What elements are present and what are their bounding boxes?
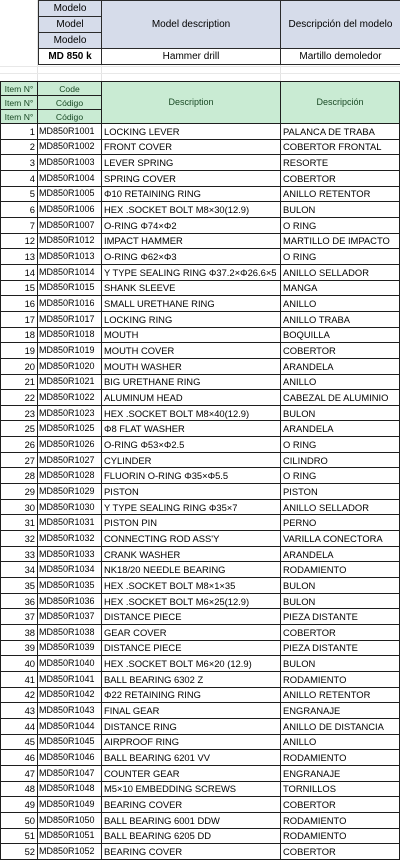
item-number: 4 (1, 170, 38, 186)
part-code: MD850R1044 (38, 718, 102, 734)
part-description-es: RODAMIENTO (281, 562, 400, 578)
part-description-es: VARILLA CONECTORA (281, 531, 400, 547)
part-description-es: COBERTOR FRONTAL (281, 139, 400, 155)
table-row (1, 578, 400, 594)
model-description-es: Martillo demoledor (281, 49, 400, 65)
part-description-es: ANILLO SELLADOR (281, 264, 400, 280)
item-number: 2 (1, 139, 38, 155)
table-row (1, 765, 400, 781)
part-description-es: RODAMIENTO (281, 671, 400, 687)
table-row (1, 343, 400, 359)
item-number: 16 (1, 296, 38, 312)
part-code: MD850R1003 (38, 155, 102, 171)
part-description-es: RODAMIENTO (281, 750, 400, 766)
part-description-en: MOUTH WASHER (102, 358, 281, 374)
part-description-en: Φ8 FLAT WASHER (102, 421, 281, 437)
table-row (1, 703, 400, 719)
table-row (1, 264, 400, 280)
part-code: MD850R1004 (38, 170, 102, 186)
item-number: 27 (1, 452, 38, 468)
table-row (1, 468, 400, 484)
item-number: 35 (1, 578, 38, 594)
part-code: MD850R1002 (38, 139, 102, 155)
item-number: 32 (1, 531, 38, 547)
table-row (1, 327, 400, 343)
item-number: 1 (1, 124, 38, 140)
item-number: 19 (1, 343, 38, 359)
description-header: Description (102, 82, 281, 124)
part-description-es: BULON (281, 656, 400, 672)
part-description-es: ENGRANAJE (281, 765, 400, 781)
part-code: MD850R1021 (38, 374, 102, 390)
part-description-en: LEVER SPRING (102, 155, 281, 171)
part-description-en: ALUMINUM HEAD (102, 390, 281, 406)
table-row (1, 202, 400, 218)
part-description-es: COBERTOR (281, 625, 400, 641)
part-code: MD850R1018 (38, 327, 102, 343)
part-description-es: ANILLO RETENTOR (281, 186, 400, 202)
item-number: 47 (1, 765, 38, 781)
part-code: MD850R1042 (38, 687, 102, 703)
item-number: 41 (1, 671, 38, 687)
part-code: MD850R1025 (38, 421, 102, 437)
item-number: 45 (1, 734, 38, 750)
model-description-en: Hammer drill (102, 49, 281, 65)
part-code: MD850R1052 (38, 844, 102, 860)
part-description-es: CABEZAL DE ALUMINIO (281, 390, 400, 406)
item-number-header: Item N° (1, 110, 38, 124)
part-code: MD850R1038 (38, 625, 102, 641)
part-code: MD850R1036 (38, 593, 102, 609)
table-row (1, 812, 400, 828)
item-number: 21 (1, 374, 38, 390)
item-number: 33 (1, 546, 38, 562)
part-description-es: ANILLO (281, 296, 400, 312)
item-number: 37 (1, 609, 38, 625)
table-row (1, 562, 400, 578)
part-description-en: DISTANCE PIECE (102, 640, 281, 656)
model-label-cell: Model (39, 17, 102, 33)
part-code: MD850R1026 (38, 437, 102, 453)
part-description-es: PIEZA DISTANTE (281, 640, 400, 656)
part-description-es: ANILLO TRABA (281, 311, 400, 327)
table-row (1, 515, 400, 531)
item-number: 51 (1, 828, 38, 844)
table-row (1, 233, 400, 249)
part-code: MD850R1037 (38, 609, 102, 625)
item-number: 22 (1, 390, 38, 406)
part-description-es: ANILLO (281, 734, 400, 750)
part-description-es: BULON (281, 405, 400, 421)
part-description-es: ANILLO RETENTOR (281, 687, 400, 703)
part-code: MD850R1001 (38, 124, 102, 140)
part-description-es: CILINDRO (281, 452, 400, 468)
part-description-es: ANILLO (281, 374, 400, 390)
part-description-en: DISTANCE PIECE (102, 609, 281, 625)
table-row (1, 296, 400, 312)
code-header: Código (38, 96, 102, 110)
part-description-es: COBERTOR (281, 343, 400, 359)
part-description-es: PISTON (281, 484, 400, 500)
item-number: 25 (1, 421, 38, 437)
part-code: MD850R1017 (38, 311, 102, 327)
part-description-en: MOUTH (102, 327, 281, 343)
item-number: 44 (1, 718, 38, 734)
part-code: MD850R1031 (38, 515, 102, 531)
item-number: 48 (1, 781, 38, 797)
table-row (1, 249, 400, 265)
part-code: MD850R1032 (38, 531, 102, 547)
part-description-en: COUNTER GEAR (102, 765, 281, 781)
part-description-en: SPRING COVER (102, 170, 281, 186)
part-description-es: PALANCA DE TRABA (281, 124, 400, 140)
part-code: MD850R1051 (38, 828, 102, 844)
table-row (1, 421, 400, 437)
part-code: MD850R1034 (38, 562, 102, 578)
item-number: 39 (1, 640, 38, 656)
part-description-en: FINAL GEAR (102, 703, 281, 719)
part-code: MD850R1020 (38, 358, 102, 374)
part-description-en: HEX .SOCKET BOLT M8×40(12.9) (102, 405, 281, 421)
table-row (1, 625, 400, 641)
part-description-es: PIEZA DISTANTE (281, 609, 400, 625)
part-code: MD850R1047 (38, 765, 102, 781)
part-description-en: LOCKING LEVER (102, 124, 281, 140)
part-description-en: Y TYPE SEALING RING Φ37.2×Φ26.6×5 (102, 264, 281, 280)
table-row (1, 671, 400, 687)
part-description-en: BEARING COVER (102, 844, 281, 860)
part-description-es: BULON (281, 578, 400, 594)
part-description-en: BALL BEARING 6205 DD (102, 828, 281, 844)
part-description-es: ARANDELA (281, 358, 400, 374)
item-number: 23 (1, 405, 38, 421)
part-description-es: RODAMIENTO (281, 828, 400, 844)
item-number: 18 (1, 327, 38, 343)
part-description-en: BALL BEARING 6001 DDW (102, 812, 281, 828)
part-description-es: ANILLO SELLADOR (281, 499, 400, 515)
part-description-en: FRONT COVER (102, 139, 281, 155)
part-description-en: DISTANCE RING (102, 718, 281, 734)
part-description-en: IMPACT HAMMER (102, 233, 281, 249)
item-number: 43 (1, 703, 38, 719)
table-row (1, 531, 400, 547)
part-description-es: TORNILLOS (281, 781, 400, 797)
part-code: MD850R1012 (38, 233, 102, 249)
table-row (1, 656, 400, 672)
table-row (1, 437, 400, 453)
part-description-es: BOQUILLA (281, 327, 400, 343)
item-number: 52 (1, 844, 38, 860)
part-description-es: COBERTOR (281, 844, 400, 860)
part-code: MD850R1043 (38, 703, 102, 719)
part-description-es: COBERTOR (281, 170, 400, 186)
table-row (1, 484, 400, 500)
part-code: MD850R1030 (38, 499, 102, 515)
part-description-en: O-RING Φ53×Φ2.5 (102, 437, 281, 453)
part-code: MD850R1022 (38, 390, 102, 406)
item-number: 14 (1, 264, 38, 280)
part-code: MD850R1041 (38, 671, 102, 687)
item-number: 20 (1, 358, 38, 374)
part-description-en: AIRPROOF RING (102, 734, 281, 750)
part-description-es: MARTILLO DE IMPACTO (281, 233, 400, 249)
part-description-en: HEX .SOCKET BOLT M8×1×35 (102, 578, 281, 594)
part-description-en: BEARING COVER (102, 797, 281, 813)
part-code: MD850R1023 (38, 405, 102, 421)
parts-table (0, 81, 400, 860)
table-row (1, 280, 400, 296)
item-number: 46 (1, 750, 38, 766)
item-number: 17 (1, 311, 38, 327)
item-number: 6 (1, 202, 38, 218)
item-number: 50 (1, 812, 38, 828)
table-row (1, 734, 400, 750)
part-code: MD850R1027 (38, 452, 102, 468)
item-number: 12 (1, 233, 38, 249)
part-code: MD850R1005 (38, 186, 102, 202)
table-row (1, 844, 400, 860)
part-description-en: NK18/20 NEEDLE BEARING (102, 562, 281, 578)
item-number: 31 (1, 515, 38, 531)
part-description-es: COBERTOR (281, 797, 400, 813)
item-number: 7 (1, 217, 38, 233)
part-description-es: O RING (281, 468, 400, 484)
descripcion-header: Descripción (281, 82, 400, 124)
item-number: 36 (1, 593, 38, 609)
part-code: MD850R1048 (38, 781, 102, 797)
part-description-es: O RING (281, 217, 400, 233)
part-description-es: PERNO (281, 515, 400, 531)
code-header: Código (38, 110, 102, 124)
part-description-en: HEX .SOCKET BOLT M8×30(12.9) (102, 202, 281, 218)
part-description-en: BALL BEARING 6201 VV (102, 750, 281, 766)
table-row (1, 186, 400, 202)
part-description-en: PISTON PIN (102, 515, 281, 531)
item-number: 30 (1, 499, 38, 515)
item-number: 3 (1, 155, 38, 171)
part-code: MD850R1045 (38, 734, 102, 750)
part-description-es: O RING (281, 437, 400, 453)
part-description-es: BULON (281, 593, 400, 609)
descripcion-modelo-header: Descripción del modelo (281, 1, 400, 49)
part-description-es: BULON (281, 202, 400, 218)
part-description-en: HEX .SOCKET BOLT M6×20 (12.9) (102, 656, 281, 672)
part-description-en: O-RING Φ62×Φ3 (102, 249, 281, 265)
part-code: MD850R1046 (38, 750, 102, 766)
item-number: 38 (1, 625, 38, 641)
part-description-es: RESORTE (281, 155, 400, 171)
table-row (1, 499, 400, 515)
item-number: 28 (1, 468, 38, 484)
item-number: 13 (1, 249, 38, 265)
part-code: MD850R1029 (38, 484, 102, 500)
table-row (1, 139, 400, 155)
part-description-en: CYLINDER (102, 452, 281, 468)
model-label-cell: Modelo (39, 1, 102, 17)
parts-list (1, 124, 400, 860)
part-description-es: ARANDELA (281, 421, 400, 437)
part-description-es: ENGRANAJE (281, 703, 400, 719)
part-code: MD850R1028 (38, 468, 102, 484)
part-code: MD850R1019 (38, 343, 102, 359)
model-label-cell: Modelo (39, 33, 102, 49)
table-row (1, 358, 400, 374)
part-code: MD850R1039 (38, 640, 102, 656)
part-code: MD850R1015 (38, 280, 102, 296)
item-number: 26 (1, 437, 38, 453)
table-row (1, 750, 400, 766)
item-number: 40 (1, 656, 38, 672)
part-description-en: M5×10 EMBEDDING SCREWS (102, 781, 281, 797)
grid-line (0, 66, 400, 67)
part-description-en: LOCKING RING (102, 311, 281, 327)
part-description-en: HEX .SOCKET BOLT M6×25(12.9) (102, 593, 281, 609)
part-code: MD850R1007 (38, 217, 102, 233)
table-row (1, 797, 400, 813)
item-number-header: Item N° (1, 82, 38, 96)
table-row (1, 781, 400, 797)
table-row (1, 374, 400, 390)
part-description-es: ANILLO DE DISTANCIA (281, 718, 400, 734)
part-description-en: BALL BEARING 6302 Z (102, 671, 281, 687)
part-description-en: O-RING Φ74×Φ2 (102, 217, 281, 233)
table-row (1, 546, 400, 562)
part-description-en: MOUTH COVER (102, 343, 281, 359)
item-number: 34 (1, 562, 38, 578)
table-row (1, 687, 400, 703)
table-row (1, 828, 400, 844)
table-row (1, 593, 400, 609)
item-number: 42 (1, 687, 38, 703)
part-code: MD850R1013 (38, 249, 102, 265)
model-info-table (38, 0, 400, 65)
part-description-en: Φ10 RETAINING RING (102, 186, 281, 202)
part-description-en: Φ22 RETAINING RING (102, 687, 281, 703)
part-description-es: MANGA (281, 280, 400, 296)
part-description-en: FLUORIN O-RING Φ35×Φ5.5 (102, 468, 281, 484)
part-description-en: PISTON (102, 484, 281, 500)
table-row (1, 609, 400, 625)
part-code: MD850R1006 (38, 202, 102, 218)
table-row (1, 640, 400, 656)
table-row (1, 170, 400, 186)
part-description-en: BIG URETHANE RING (102, 374, 281, 390)
model-value: MD 850 k (39, 49, 102, 65)
table-row (1, 718, 400, 734)
model-description-header: Model description (102, 1, 281, 49)
part-description-en: CONNECTING ROD ASS'Y (102, 531, 281, 547)
part-code: MD850R1014 (38, 264, 102, 280)
part-description-en: GEAR COVER (102, 625, 281, 641)
part-code: MD850R1016 (38, 296, 102, 312)
part-description-es: RODAMIENTO (281, 812, 400, 828)
part-code: MD850R1035 (38, 578, 102, 594)
part-description-en: Y TYPE SEALING RING Φ35×7 (102, 499, 281, 515)
grid-line (0, 73, 400, 74)
part-code: MD850R1040 (38, 656, 102, 672)
table-row (1, 452, 400, 468)
table-row (1, 311, 400, 327)
part-description-en: SHANK SLEEVE (102, 280, 281, 296)
part-code: MD850R1049 (38, 797, 102, 813)
item-number-header: Item N° (1, 96, 38, 110)
table-row (1, 390, 400, 406)
part-description-en: CRANK WASHER (102, 546, 281, 562)
table-row (1, 217, 400, 233)
item-number: 29 (1, 484, 38, 500)
part-code: MD850R1050 (38, 812, 102, 828)
item-number: 49 (1, 797, 38, 813)
part-description-es: O RING (281, 249, 400, 265)
part-description-en: SMALL URETHANE RING (102, 296, 281, 312)
item-number: 15 (1, 280, 38, 296)
table-row (1, 124, 400, 140)
table-row (1, 405, 400, 421)
part-code: MD850R1033 (38, 546, 102, 562)
table-row (1, 155, 400, 171)
code-header: Code (38, 82, 102, 96)
item-number: 5 (1, 186, 38, 202)
part-description-es: ARANDELA (281, 546, 400, 562)
